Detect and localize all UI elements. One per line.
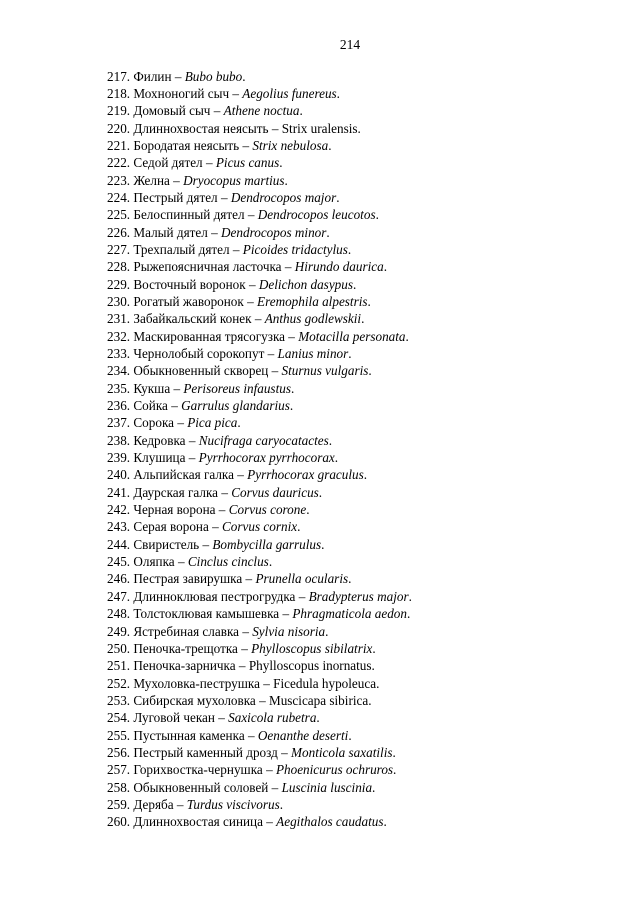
russian-name: Желна xyxy=(133,172,170,188)
name-separator: – xyxy=(169,172,184,188)
latin-name: Picus canus xyxy=(215,155,280,171)
species-list xyxy=(107,68,412,831)
species-item xyxy=(107,553,412,570)
russian-name: Бородатая неясыть xyxy=(133,137,240,153)
line-terminator: . xyxy=(361,311,365,327)
line-terminator: . xyxy=(357,120,361,136)
species-item xyxy=(107,293,412,310)
species-number: 218. xyxy=(107,85,131,101)
line-terminator: . xyxy=(325,623,329,639)
line-terminator: . xyxy=(348,346,352,361)
latin-name: Pyrrhocorax pyrrhocorax xyxy=(198,450,335,466)
line-terminator: . xyxy=(368,692,372,708)
name-separator: – xyxy=(251,311,265,327)
species-item xyxy=(107,536,412,553)
line-terminator: . xyxy=(316,710,320,726)
name-separator: – xyxy=(262,814,277,830)
species-item xyxy=(107,605,412,622)
species-number: 256. xyxy=(107,744,131,760)
species-number: 234. xyxy=(107,363,131,379)
russian-name: Серая ворона xyxy=(133,519,209,535)
name-separator: – xyxy=(199,536,213,552)
line-terminator: . xyxy=(318,484,323,500)
species-item xyxy=(107,588,412,605)
species-item xyxy=(107,709,412,726)
species-item xyxy=(107,172,412,189)
species-number: 244. xyxy=(107,536,131,552)
species-number: 223. xyxy=(107,172,131,188)
latin-name: Lanius minor xyxy=(277,346,349,361)
species-number: 247. xyxy=(107,588,131,604)
species-number: 231. xyxy=(107,311,131,327)
latin-name: Ficedula hypoleuca xyxy=(273,675,377,691)
species-item xyxy=(107,241,412,258)
species-number: 252. xyxy=(107,675,131,691)
species-number: 219. xyxy=(107,103,131,119)
line-terminator: . xyxy=(393,762,397,778)
species-item xyxy=(107,657,412,674)
species-item xyxy=(107,432,412,449)
species-item xyxy=(107,328,412,345)
latin-name: Oenanthe deserti xyxy=(257,727,349,743)
latin-name: Bubo bubo xyxy=(184,68,243,84)
line-terminator: . xyxy=(405,328,409,344)
latin-name: Dendrocopos major xyxy=(230,189,337,205)
latin-name: Dryocopus martius xyxy=(183,172,285,188)
line-terminator: . xyxy=(334,450,339,466)
russian-name: Горихвостка-чернушка xyxy=(133,762,263,778)
line-terminator: . xyxy=(368,363,372,379)
russian-name: Толстоклювая камышевка xyxy=(133,606,280,622)
line-terminator: . xyxy=(268,554,273,570)
latin-name: Sturnus vulgaris xyxy=(281,363,369,379)
latin-name: Pyrrhocorax graculus xyxy=(247,467,364,483)
russian-name: Домовый сыч xyxy=(133,103,211,119)
line-terminator: . xyxy=(328,137,332,153)
name-separator: – xyxy=(245,276,259,292)
species-number: 237. xyxy=(107,415,131,431)
name-separator: – xyxy=(202,155,216,171)
latin-name: Prunella ocularis xyxy=(255,571,349,587)
russian-name: Пеночка-зарничка xyxy=(133,658,236,674)
latin-name: Bradypterus major xyxy=(308,588,409,604)
species-item xyxy=(107,206,412,223)
name-separator: – xyxy=(239,137,253,153)
line-terminator: . xyxy=(336,85,340,101)
species-number: 257. xyxy=(107,762,131,778)
species-item xyxy=(107,137,412,154)
species-item xyxy=(107,570,412,587)
name-separator: – xyxy=(173,796,187,812)
line-terminator: . xyxy=(237,415,241,431)
russian-name: Кукша xyxy=(133,380,171,396)
species-number: 230. xyxy=(107,293,131,309)
species-number: 245. xyxy=(107,554,131,570)
line-terminator: . xyxy=(284,172,288,188)
species-item xyxy=(107,466,412,483)
species-item xyxy=(107,154,412,171)
species-number: 239. xyxy=(107,450,131,466)
russian-name: Даурская галка xyxy=(133,484,219,500)
species-item xyxy=(107,501,412,518)
species-number: 217. xyxy=(107,68,131,84)
russian-name: Трехпалый дятел xyxy=(133,241,230,257)
line-terminator: . xyxy=(375,207,379,223)
line-terminator: . xyxy=(353,276,357,292)
name-separator: – xyxy=(208,519,223,535)
line-terminator: . xyxy=(348,571,352,587)
species-item xyxy=(107,68,412,85)
name-separator: – xyxy=(218,484,232,500)
russian-name: Белоспинный дятел xyxy=(133,207,245,223)
name-separator: – xyxy=(185,432,199,448)
line-terminator: . xyxy=(383,814,387,830)
name-separator: – xyxy=(277,744,292,760)
russian-name: Седой дятел xyxy=(133,155,203,171)
line-terminator: . xyxy=(321,536,325,552)
russian-name: Оляпка xyxy=(133,554,175,570)
name-separator: – xyxy=(207,224,222,240)
species-number: 220. xyxy=(107,120,131,136)
species-number: 241. xyxy=(107,484,131,500)
latin-name: Bombycilla garrulus xyxy=(212,536,322,552)
latin-name: Aegithalos caudatus xyxy=(276,814,384,830)
name-separator: – xyxy=(229,241,243,257)
species-number: 253. xyxy=(107,692,131,708)
name-separator: – xyxy=(255,692,269,708)
name-separator: – xyxy=(214,710,229,726)
latin-name: Saxicola rubetra xyxy=(228,710,317,726)
line-terminator: . xyxy=(306,502,310,518)
line-terminator: . xyxy=(297,519,301,535)
latin-name: Garrulus glandarius xyxy=(181,398,290,414)
latin-name: Phylloscopus inornatus xyxy=(248,658,372,674)
page-number: 214 xyxy=(339,37,361,52)
species-item xyxy=(107,310,412,327)
name-separator: – xyxy=(229,85,243,101)
species-number: 224. xyxy=(107,189,131,205)
latin-name: Cinclus cinclus xyxy=(187,554,269,570)
species-number: 221. xyxy=(107,137,131,153)
species-number: 227. xyxy=(107,241,131,257)
species-item xyxy=(107,362,412,379)
russian-name: Сойка xyxy=(133,398,168,414)
russian-name: Рогатый жаворонок xyxy=(133,293,244,309)
russian-name: Чернолобый сорокопут xyxy=(133,346,265,361)
latin-name: Luscinia luscinia xyxy=(281,779,373,795)
name-separator: – xyxy=(295,588,309,604)
line-terminator: . xyxy=(289,398,294,414)
russian-name: Пестрая завирушка xyxy=(133,571,243,587)
latin-name: Pica pica xyxy=(187,415,238,431)
species-item xyxy=(107,449,412,466)
species-item xyxy=(107,414,412,431)
species-number: 229. xyxy=(107,276,131,292)
russian-name: Сорока xyxy=(133,415,175,431)
russian-name: Деряба xyxy=(133,796,174,812)
latin-name: Delichon dasypus xyxy=(258,276,353,292)
name-separator: – xyxy=(185,450,199,466)
species-number: 226. xyxy=(107,224,131,240)
name-separator: – xyxy=(281,259,295,275)
russian-name: Ястребиная славка xyxy=(133,623,240,639)
line-terminator: . xyxy=(371,658,375,674)
species-item xyxy=(107,675,412,692)
species-item xyxy=(107,224,412,241)
species-item xyxy=(107,623,412,640)
name-separator: – xyxy=(215,502,229,518)
species-item xyxy=(107,380,412,397)
line-terminator: . xyxy=(299,103,303,119)
latin-name: Turdus viscivorus xyxy=(186,796,280,812)
species-item xyxy=(107,189,412,206)
russian-name: Пестрый дятел xyxy=(133,189,218,205)
line-terminator: . xyxy=(279,796,284,812)
species-item xyxy=(107,692,412,709)
line-terminator: . xyxy=(328,432,333,448)
name-separator: – xyxy=(239,623,253,639)
name-separator: – xyxy=(237,640,252,656)
latin-name: Dendrocopos leucotos xyxy=(257,207,376,223)
latin-name: Phragmaticola aedon xyxy=(292,606,407,622)
russian-name: Альпийская галка xyxy=(133,467,234,483)
species-item xyxy=(107,744,412,761)
russian-name: Восточный воронок xyxy=(133,276,246,292)
species-number: 222. xyxy=(107,155,131,171)
line-terminator: . xyxy=(383,259,388,275)
russian-name: Обыкновенный скворец xyxy=(133,363,269,379)
latin-name: Phoenicurus ochruros xyxy=(275,762,394,778)
species-number: 233. xyxy=(107,346,131,361)
species-number: 246. xyxy=(107,571,131,587)
russian-name: Мухоловка-пеструшка xyxy=(133,675,260,691)
name-separator: – xyxy=(170,380,184,396)
species-item xyxy=(107,484,412,501)
russian-name: Пустынная каменка xyxy=(133,727,245,743)
russian-name: Длиннохвостая синица xyxy=(133,814,263,830)
russian-name: Длинноклювая пестрогрудка xyxy=(133,588,296,604)
line-terminator: . xyxy=(363,467,368,483)
species-number: 240. xyxy=(107,467,131,483)
name-separator: – xyxy=(174,415,188,431)
latin-name: Corvus corone xyxy=(228,502,307,518)
russian-name: Луговой чекан xyxy=(133,710,215,726)
name-separator: – xyxy=(285,328,299,344)
species-item xyxy=(107,727,412,744)
species-item xyxy=(107,796,412,813)
latin-name: Motacilla personata xyxy=(298,328,406,344)
species-number: 255. xyxy=(107,727,131,743)
species-item xyxy=(107,397,412,414)
russian-name: Пестрый каменный дрозд xyxy=(133,744,278,760)
name-separator: – xyxy=(210,103,224,119)
latin-name: Hirundo daurica xyxy=(294,259,384,275)
species-item xyxy=(107,120,412,137)
species-item xyxy=(107,258,412,275)
line-terminator: . xyxy=(279,155,283,171)
russian-name: Клушица xyxy=(133,450,186,466)
russian-name: Пеночка-трещотка xyxy=(133,640,238,656)
species-number: 259. xyxy=(107,796,131,812)
species-number: 235. xyxy=(107,380,131,396)
russian-name: Сибирская мухоловка xyxy=(133,692,256,708)
latin-name: Corvus dauricus xyxy=(231,484,319,500)
line-terminator: . xyxy=(336,189,340,205)
latin-name: Picoides tridactylus xyxy=(242,241,348,257)
russian-name: Мохноногий сыч xyxy=(133,85,230,101)
latin-name: Strix nebulosa xyxy=(252,137,329,153)
species-number: 225. xyxy=(107,207,131,223)
line-terminator: . xyxy=(348,727,352,743)
russian-name: Забайкальский конек xyxy=(133,311,252,327)
latin-name: Perisoreus infaustus xyxy=(183,380,291,396)
line-terminator: . xyxy=(372,779,376,795)
species-item xyxy=(107,761,412,778)
species-number: 232. xyxy=(107,328,131,344)
line-terminator: . xyxy=(372,640,376,656)
species-number: 258. xyxy=(107,779,131,795)
russian-name: Маскированная трясогузка xyxy=(133,328,285,344)
latin-name: Monticola saxatilis xyxy=(291,744,393,760)
line-terminator: . xyxy=(392,744,396,760)
species-item xyxy=(107,276,412,293)
species-number: 242. xyxy=(107,502,131,518)
name-separator: – xyxy=(268,120,282,136)
latin-name: Dendrocopos minor xyxy=(221,224,327,240)
species-item xyxy=(107,345,412,362)
name-separator: – xyxy=(244,727,258,743)
line-terminator: . xyxy=(408,588,412,604)
name-separator: – xyxy=(259,675,274,691)
species-number: 254. xyxy=(107,710,131,726)
name-separator: – xyxy=(242,571,256,587)
line-terminator: . xyxy=(290,380,295,396)
russian-name: Свиристель xyxy=(133,536,200,552)
line-terminator: . xyxy=(376,675,380,691)
line-terminator: . xyxy=(326,224,330,240)
species-number: 228. xyxy=(107,259,131,275)
russian-name: Кедровка xyxy=(133,432,186,448)
species-number: 251. xyxy=(107,658,131,674)
russian-name: Черная ворона xyxy=(133,502,216,518)
name-separator: – xyxy=(233,467,248,483)
name-separator: – xyxy=(279,606,293,622)
species-item xyxy=(107,85,412,102)
name-separator: – xyxy=(235,658,249,674)
species-item xyxy=(107,518,412,535)
latin-name: Eremophila alpestris xyxy=(257,293,368,309)
latin-name: Strix uralensis xyxy=(281,120,358,136)
russian-name: Малый дятел xyxy=(133,224,208,240)
species-item xyxy=(107,640,412,657)
name-separator: – xyxy=(167,398,182,414)
name-separator: – xyxy=(262,762,276,778)
russian-name: Филин xyxy=(133,68,172,84)
russian-name: Обыкновенный соловей xyxy=(133,779,269,795)
latin-name: Nucifraga caryocatactes xyxy=(198,432,329,448)
species-number: 243. xyxy=(107,519,131,535)
russian-name: Рыжепоясничная ласточка xyxy=(133,259,282,275)
latin-name: Sylvia nisoria xyxy=(252,623,326,639)
name-separator: – xyxy=(243,293,258,309)
line-terminator: . xyxy=(367,293,371,309)
line-terminator: . xyxy=(347,241,352,257)
name-separator: – xyxy=(174,554,188,570)
latin-name: Phylloscopus sibilatrix xyxy=(251,640,373,656)
russian-name: Длиннохвостая неясыть xyxy=(133,120,269,136)
line-terminator: . xyxy=(242,68,246,84)
species-number: 238. xyxy=(107,432,131,448)
species-item xyxy=(107,813,412,830)
latin-name: Athene noctua xyxy=(223,103,300,119)
species-number: 248. xyxy=(107,606,131,622)
species-number: 249. xyxy=(107,623,131,639)
species-number: 236. xyxy=(107,398,131,414)
latin-name: Aegolius funereus xyxy=(242,85,337,101)
species-number: 260. xyxy=(107,814,131,830)
name-separator: – xyxy=(171,68,185,84)
name-separator: – xyxy=(264,346,278,361)
name-separator: – xyxy=(244,207,258,223)
latin-name: Corvus cornix xyxy=(222,519,298,535)
latin-name: Muscicapa sibirica xyxy=(268,692,369,708)
species-item xyxy=(107,102,412,119)
species-item xyxy=(107,779,412,796)
line-terminator: . xyxy=(407,606,411,622)
name-separator: – xyxy=(217,189,231,205)
name-separator: – xyxy=(268,779,282,795)
name-separator: – xyxy=(268,363,282,379)
species-number: 250. xyxy=(107,640,131,656)
latin-name: Anthus godlewskii xyxy=(264,311,362,327)
